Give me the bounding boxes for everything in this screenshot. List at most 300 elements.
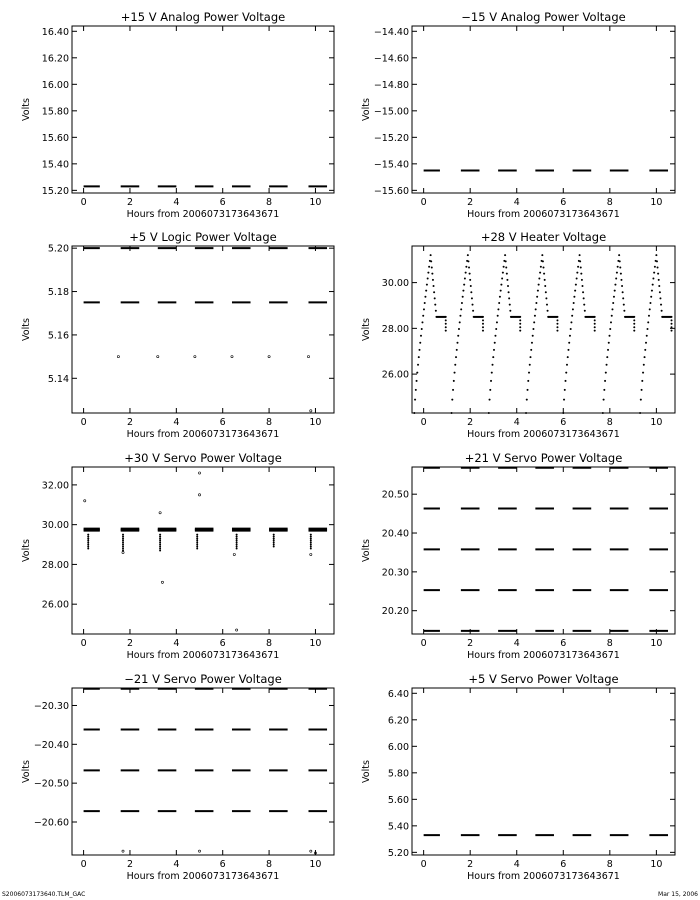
- x-tick-label: 8: [266, 417, 273, 428]
- data-point: [445, 319, 447, 321]
- data-point: [310, 544, 312, 546]
- data-point: [556, 330, 558, 332]
- data-point: [611, 308, 613, 310]
- x-axis-label: Hours from 2006073173643671: [467, 429, 620, 440]
- data-point: [494, 335, 496, 337]
- data-point: [506, 273, 508, 275]
- y-tick-label: 5.18: [47, 287, 69, 299]
- data-point: [236, 542, 238, 544]
- data-point: [644, 356, 646, 358]
- data-point: [430, 254, 432, 256]
- data-point: [428, 266, 430, 268]
- data-point: [594, 319, 596, 321]
- x-tick-label: 8: [266, 859, 273, 870]
- data-point: [569, 335, 571, 337]
- data-point: [649, 302, 651, 304]
- y-tick-label: 15.20: [41, 185, 69, 197]
- data-point: [196, 544, 198, 546]
- data-point: [122, 540, 124, 542]
- chart-title: +5 V Servo Power Voltage: [468, 672, 619, 686]
- y-tick-label: 30.00: [381, 278, 409, 290]
- data-point: [573, 302, 575, 304]
- x-tick-label: 8: [606, 417, 613, 428]
- y-axis-label: Volts: [361, 98, 372, 121]
- data-point: [545, 297, 547, 299]
- x-tick-label: 0: [420, 417, 427, 428]
- y-tick-label: 6.00: [387, 741, 409, 753]
- data-point: [660, 304, 662, 306]
- data-point: [661, 310, 663, 312]
- x-tick-label: 6: [560, 197, 567, 208]
- y-tick-label: −15.20: [373, 132, 409, 144]
- x-axis-label: Hours from 2006073173643671: [467, 209, 620, 220]
- data-point: [310, 538, 312, 540]
- data-point: [505, 267, 507, 269]
- data-point: [653, 272, 655, 274]
- data-point: [87, 548, 89, 550]
- data-point: [435, 310, 437, 312]
- data-point: [519, 319, 521, 321]
- data-point: [572, 308, 574, 310]
- data-point: [506, 279, 508, 281]
- data-point: [576, 272, 578, 274]
- data-point: [452, 389, 454, 391]
- data-point: [457, 335, 459, 337]
- y-tick-label: 5.60: [387, 794, 409, 806]
- data-point: [633, 326, 635, 328]
- data-point: [620, 273, 622, 275]
- data-point: [273, 536, 275, 538]
- chart-title: +30 V Servo Power Voltage: [124, 451, 282, 465]
- data-point: [425, 290, 427, 292]
- data-point: [310, 536, 312, 538]
- data-point: [433, 291, 435, 293]
- data-point: [491, 372, 493, 374]
- y-tick-label: −20.50: [33, 778, 69, 790]
- data-point: [198, 472, 200, 474]
- data-point: [507, 285, 509, 287]
- data-point: [87, 544, 89, 546]
- data-point: [536, 296, 538, 298]
- data-point: [414, 399, 416, 401]
- data-point: [482, 316, 484, 318]
- data-point: [503, 266, 505, 268]
- data-point: [538, 278, 540, 280]
- y-axis-label: Volts: [361, 760, 372, 783]
- data-point: [604, 380, 606, 382]
- data-point: [579, 254, 581, 256]
- data-point: [534, 315, 536, 317]
- data-point: [608, 342, 610, 344]
- data-point: [609, 328, 611, 330]
- x-axis-label: Hours from 2006073173643671: [126, 209, 280, 220]
- y-tick-label: 28.00: [381, 323, 409, 335]
- data-point: [469, 279, 471, 281]
- x-tick-label: 2: [126, 638, 133, 649]
- x-tick-label: 0: [80, 197, 87, 208]
- x-tick-label: 10: [650, 417, 663, 428]
- data-point: [233, 553, 235, 555]
- data-point: [529, 364, 531, 366]
- y-tick-label: 32.00: [41, 480, 69, 492]
- data-point: [616, 272, 618, 274]
- data-point: [640, 399, 642, 401]
- y-tick-label: 26.00: [41, 599, 69, 611]
- data-point: [236, 548, 238, 550]
- data-point: [470, 285, 472, 287]
- y-tick-label: 30.00: [41, 520, 69, 532]
- data-point: [159, 550, 161, 552]
- data-point: [576, 278, 578, 280]
- y-tick-label: 15.80: [41, 106, 69, 118]
- data-point: [544, 285, 546, 287]
- data-point: [543, 273, 545, 275]
- data-point: [87, 538, 89, 540]
- chart-panel: [361, 10, 675, 220]
- data-point: [546, 304, 548, 306]
- data-point: [641, 380, 643, 382]
- data-point: [562, 412, 564, 414]
- data-point: [467, 260, 469, 262]
- data-point: [606, 364, 608, 366]
- data-point: [633, 330, 635, 332]
- data-point: [469, 273, 471, 275]
- data-point: [415, 389, 417, 391]
- data-point: [420, 335, 422, 337]
- data-point: [603, 399, 605, 401]
- data-point: [621, 285, 623, 287]
- data-point: [456, 342, 458, 344]
- data-point: [528, 372, 530, 374]
- data-point: [566, 364, 568, 366]
- data-point: [575, 284, 577, 286]
- data-point: [464, 278, 466, 280]
- data-point: [571, 315, 573, 317]
- data-point: [432, 279, 434, 281]
- x-tick-label: 2: [467, 859, 474, 870]
- y-tick-label: 5.80: [387, 768, 409, 780]
- x-tick-label: 2: [126, 197, 133, 208]
- plot-frame: [412, 688, 675, 855]
- x-tick-label: 4: [173, 417, 180, 428]
- y-axis-label: Volts: [361, 539, 372, 562]
- data-point: [641, 389, 643, 391]
- x-tick-label: 2: [126, 859, 133, 870]
- data-point: [538, 284, 540, 286]
- data-point: [460, 308, 462, 310]
- data-point: [527, 389, 529, 391]
- data-point: [525, 412, 527, 414]
- data-point: [159, 536, 161, 538]
- data-point: [609, 335, 611, 337]
- data-point: [419, 342, 421, 344]
- data-point: [556, 316, 558, 318]
- data-point: [159, 546, 161, 548]
- data-point: [646, 328, 648, 330]
- data-point: [307, 356, 309, 358]
- data-point: [482, 330, 484, 332]
- x-tick-label: 8: [606, 197, 613, 208]
- data-point: [605, 372, 607, 374]
- data-point: [563, 399, 565, 401]
- x-tick-label: 4: [513, 638, 520, 649]
- y-tick-label: −15.40: [373, 159, 409, 171]
- data-point: [602, 412, 604, 414]
- data-point: [537, 290, 539, 292]
- data-point: [431, 267, 433, 269]
- data-point: [532, 335, 534, 337]
- data-point: [494, 342, 496, 344]
- data-point: [615, 278, 617, 280]
- y-axis-label: Volts: [21, 318, 32, 341]
- data-point: [495, 328, 497, 330]
- data-point: [497, 315, 499, 317]
- x-tick-label: 4: [513, 417, 520, 428]
- data-point: [87, 546, 89, 548]
- data-point: [535, 302, 537, 304]
- x-tick-label: 0: [80, 638, 87, 649]
- data-point: [196, 546, 198, 548]
- data-point: [471, 297, 473, 299]
- x-axis-label: Hours from 2006073173643671: [126, 429, 280, 440]
- data-point: [196, 538, 198, 540]
- x-axis-label: Hours from 2006073173643671: [126, 650, 280, 661]
- data-point: [659, 297, 661, 299]
- y-tick-label: 5.16: [47, 330, 69, 342]
- x-tick-label: 2: [467, 417, 474, 428]
- data-point: [424, 302, 426, 304]
- data-point: [455, 356, 457, 358]
- data-point: [445, 316, 447, 318]
- plot-frame: [72, 26, 334, 193]
- x-tick-label: 10: [650, 638, 663, 649]
- y-tick-label: 16.20: [41, 53, 69, 65]
- chart-title: +21 V Servo Power Voltage: [464, 451, 623, 465]
- plot-frame: [412, 467, 675, 634]
- data-point: [500, 284, 502, 286]
- data-point: [542, 260, 544, 262]
- data-point: [489, 399, 491, 401]
- data-point: [236, 534, 238, 536]
- plot-frame: [72, 467, 334, 634]
- data-point: [310, 540, 312, 542]
- data-point: [617, 266, 619, 268]
- x-axis-label: Hours from 2006073173643671: [467, 650, 620, 661]
- data-point: [122, 542, 124, 544]
- data-point: [159, 544, 161, 546]
- data-point: [196, 540, 198, 542]
- data-point: [122, 548, 124, 550]
- data-point: [649, 308, 651, 310]
- data-point: [236, 544, 238, 546]
- data-point: [545, 291, 547, 293]
- y-tick-label: 16.00: [41, 79, 69, 91]
- data-point: [470, 291, 472, 293]
- data-point: [492, 356, 494, 358]
- data-point: [198, 850, 200, 852]
- data-point: [610, 321, 612, 323]
- data-point: [273, 546, 275, 548]
- data-point: [236, 546, 238, 548]
- data-point: [417, 364, 419, 366]
- data-point: [568, 342, 570, 344]
- y-tick-label: 16.40: [41, 26, 69, 38]
- data-point: [456, 349, 458, 351]
- x-tick-label: 0: [420, 859, 427, 870]
- chart-panel: [21, 672, 334, 882]
- data-point: [465, 272, 467, 274]
- data-point: [519, 330, 521, 332]
- x-tick-label: 4: [513, 859, 520, 870]
- x-tick-label: 10: [309, 197, 322, 208]
- data-point: [310, 534, 312, 536]
- data-point: [268, 356, 270, 358]
- data-point: [646, 335, 648, 337]
- data-point: [236, 629, 238, 631]
- x-tick-label: 6: [219, 638, 226, 649]
- x-tick-label: 6: [219, 417, 226, 428]
- data-point: [614, 290, 616, 292]
- x-tick-label: 2: [467, 197, 474, 208]
- data-point: [459, 315, 461, 317]
- data-point: [623, 310, 625, 312]
- data-point: [648, 315, 650, 317]
- data-point: [492, 364, 494, 366]
- data-point: [580, 267, 582, 269]
- data-point: [424, 296, 426, 298]
- x-tick-label: 0: [80, 859, 87, 870]
- chart-panel: [21, 230, 334, 440]
- data-point: [159, 540, 161, 542]
- data-point: [273, 534, 275, 536]
- data-point: [413, 412, 415, 414]
- x-axis-label: Hours from 2006073173643671: [467, 871, 620, 882]
- data-point: [556, 326, 558, 328]
- data-point: [570, 321, 572, 323]
- data-point: [509, 310, 511, 312]
- data-point: [533, 321, 535, 323]
- x-tick-label: 10: [309, 638, 322, 649]
- plot-frame: [72, 688, 334, 855]
- x-tick-label: 6: [219, 197, 226, 208]
- data-point: [519, 316, 521, 318]
- data-point: [489, 389, 491, 391]
- data-point: [231, 356, 233, 358]
- data-point: [122, 546, 124, 548]
- data-point: [418, 356, 420, 358]
- data-point: [273, 544, 275, 546]
- x-tick-label: 8: [266, 197, 273, 208]
- x-tick-label: 8: [606, 638, 613, 649]
- y-tick-label: −20.30: [33, 700, 69, 712]
- data-point: [519, 323, 521, 325]
- chart-title: +28 V Heater Voltage: [480, 230, 607, 244]
- data-point: [421, 328, 423, 330]
- y-tick-label: 5.14: [47, 373, 69, 385]
- x-tick-label: 4: [173, 638, 180, 649]
- data-point: [567, 349, 569, 351]
- data-point: [434, 304, 436, 306]
- y-tick-label: 20.20: [381, 606, 409, 618]
- data-point: [541, 254, 543, 256]
- data-point: [671, 316, 673, 318]
- chart-title: +5 V Logic Power Voltage: [129, 230, 277, 244]
- data-point: [488, 412, 490, 414]
- footer-file-id: S2006073173640.TLM_GAC: [2, 891, 86, 898]
- data-point: [544, 279, 546, 281]
- data-point: [310, 548, 312, 550]
- chart-panel: [361, 672, 675, 882]
- data-point: [582, 291, 584, 293]
- data-point: [122, 551, 124, 553]
- data-point: [236, 536, 238, 538]
- x-tick-label: 6: [560, 417, 567, 428]
- y-tick-label: 15.60: [41, 132, 69, 144]
- data-point: [532, 328, 534, 330]
- y-tick-label: −14.40: [373, 26, 409, 38]
- data-point: [472, 304, 474, 306]
- data-point: [607, 349, 609, 351]
- y-tick-label: −20.60: [33, 817, 69, 829]
- data-point: [501, 278, 503, 280]
- y-tick-label: 28.00: [41, 559, 69, 571]
- y-tick-label: 5.20: [47, 243, 69, 255]
- data-point: [556, 319, 558, 321]
- data-point: [606, 356, 608, 358]
- data-point: [157, 356, 159, 358]
- x-tick-label: 4: [513, 197, 520, 208]
- data-point: [652, 278, 654, 280]
- data-point: [490, 380, 492, 382]
- data-point: [526, 399, 528, 401]
- data-point: [580, 273, 582, 275]
- data-point: [451, 399, 453, 401]
- x-tick-label: 6: [560, 859, 567, 870]
- y-tick-label: 20.30: [381, 567, 409, 579]
- data-point: [570, 328, 572, 330]
- x-axis-label: Hours from 2006073173643671: [126, 871, 280, 882]
- y-tick-label: 26.00: [381, 369, 409, 381]
- data-point: [445, 323, 447, 325]
- data-point: [644, 349, 646, 351]
- y-tick-label: 15.40: [41, 159, 69, 171]
- data-point: [416, 380, 418, 382]
- data-point: [310, 546, 312, 548]
- data-point: [577, 266, 579, 268]
- data-point: [543, 267, 545, 269]
- x-tick-label: 4: [173, 197, 180, 208]
- data-point: [310, 850, 312, 852]
- x-tick-label: 0: [420, 197, 427, 208]
- chart-panel: [361, 230, 675, 440]
- data-point: [613, 296, 615, 298]
- data-point: [564, 389, 566, 391]
- data-point: [594, 326, 596, 328]
- y-axis-label: Volts: [21, 760, 32, 783]
- data-point: [236, 538, 238, 540]
- data-point: [531, 342, 533, 344]
- chart-panel: [21, 10, 334, 220]
- data-point: [642, 372, 644, 374]
- data-point: [581, 279, 583, 281]
- data-point: [535, 308, 537, 310]
- data-point: [573, 296, 575, 298]
- data-point: [451, 412, 453, 414]
- data-point: [504, 254, 506, 256]
- data-point: [310, 542, 312, 544]
- data-point: [671, 330, 673, 332]
- data-point: [445, 326, 447, 328]
